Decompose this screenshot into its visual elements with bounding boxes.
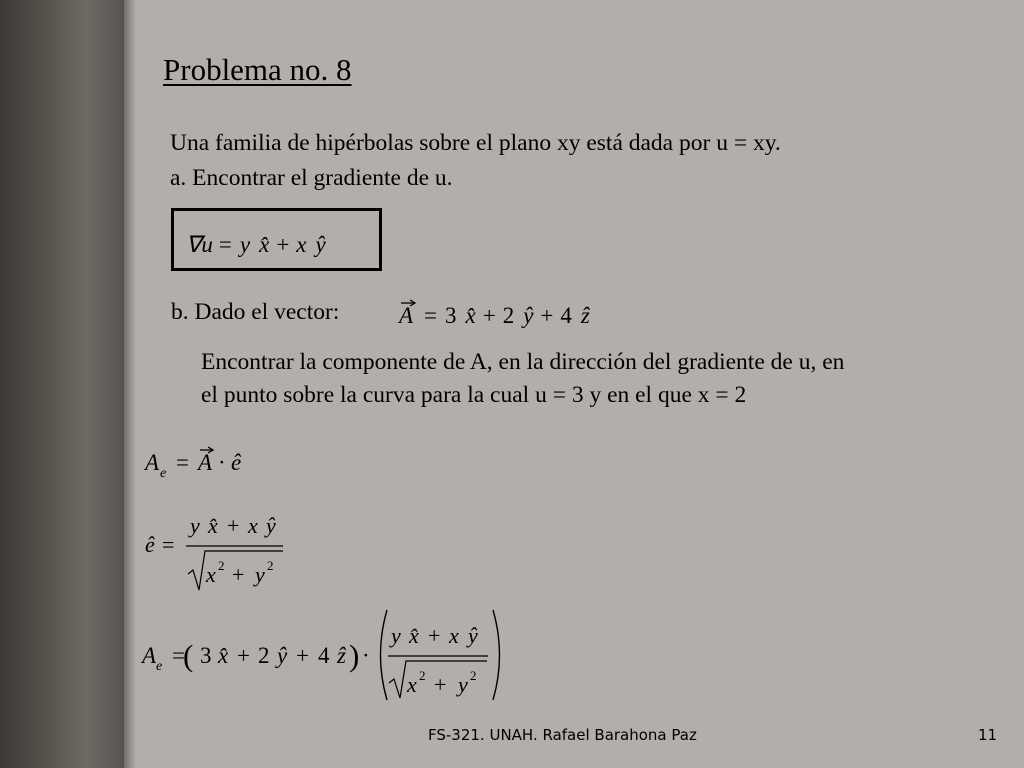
svg-text:y: y xyxy=(190,513,200,538)
vector-a-equation xyxy=(397,300,591,328)
svg-text:ê: ê xyxy=(145,532,155,557)
projection-definition xyxy=(143,447,242,481)
svg-text:+: + xyxy=(237,643,250,668)
svg-text:4: 4 xyxy=(318,643,330,668)
svg-text:x̂: x̂ xyxy=(218,643,229,668)
svg-text:∇u=yx̂+xŷ: ∇u = y x̂ + x ŷ xyxy=(186,232,326,257)
svg-text:2: 2 xyxy=(267,558,274,573)
part-b-detail-line2: el punto sobre la curva para la cual u = 3 y en el que x = 2 xyxy=(201,382,747,408)
unit-vector-equation xyxy=(145,513,283,590)
part-b-label: b. Dado el vector: xyxy=(171,299,340,325)
svg-text:2: 2 xyxy=(419,668,426,683)
svg-text:+: + xyxy=(232,562,245,587)
svg-text:x̂: x̂ xyxy=(208,513,218,538)
svg-text:ŷ: ŷ xyxy=(468,623,478,648)
svg-text:+: + xyxy=(296,643,309,668)
svg-text:x: x xyxy=(449,623,459,648)
svg-text:e: e xyxy=(160,466,167,481)
svg-text:ẑ: ẑ xyxy=(337,643,346,668)
svg-text:x: x xyxy=(248,513,258,538)
slide-title: Problema no. 8 xyxy=(163,52,352,87)
svg-text:+: + xyxy=(434,672,447,697)
svg-text:ŷ: ŷ xyxy=(266,513,276,538)
gradient-equation xyxy=(186,232,327,257)
svg-text:=3x̂+2ŷ+4ẑ: = 3 x̂ + 2 ŷ + 4 ẑ xyxy=(424,303,590,328)
svg-text:x̂: x̂ xyxy=(409,623,419,648)
svg-text:=: = xyxy=(172,643,185,668)
svg-text:·: · xyxy=(362,643,370,668)
svg-text:e: e xyxy=(156,659,163,674)
svg-text:+: + xyxy=(428,623,441,648)
svg-text:ê: ê xyxy=(231,450,242,475)
svg-text:x: x xyxy=(206,562,216,587)
svg-text:2: 2 xyxy=(470,668,477,683)
part-b-detail-line1: Encontrar la componente de A, en la dirección del gradiente de u, en xyxy=(201,349,845,375)
svg-text:x: x xyxy=(407,672,417,697)
svg-text:2: 2 xyxy=(218,558,225,573)
svg-text:=: = xyxy=(162,532,175,557)
page-number: 11 xyxy=(978,726,998,744)
svg-text:y: y xyxy=(458,672,468,697)
svg-text:2: 2 xyxy=(258,643,270,668)
svg-text:(: ( xyxy=(183,638,194,673)
svg-text:): ) xyxy=(349,638,360,673)
footer-credit: FS-321. UNAH. Rafael Barahona Paz xyxy=(428,726,697,744)
svg-text:A: A xyxy=(198,450,213,475)
svg-text:y: y xyxy=(391,623,401,648)
svg-text:+: + xyxy=(227,513,240,538)
svg-text:=: = xyxy=(176,450,189,475)
part-a-text: a. Encontrar el gradiente de u. xyxy=(170,165,453,191)
problem-statement: Una familia de hipérbolas sobre el plano xy está dada por u = xy. xyxy=(170,130,781,156)
svg-text:A: A xyxy=(145,450,160,475)
final-expression xyxy=(140,610,500,700)
svg-text:A: A xyxy=(399,303,414,328)
svg-text:·: · xyxy=(218,450,226,475)
svg-text:ŷ: ŷ xyxy=(277,643,288,668)
svg-text:3: 3 xyxy=(200,643,212,668)
svg-text:y: y xyxy=(255,562,265,587)
svg-text:A: A xyxy=(142,643,157,668)
